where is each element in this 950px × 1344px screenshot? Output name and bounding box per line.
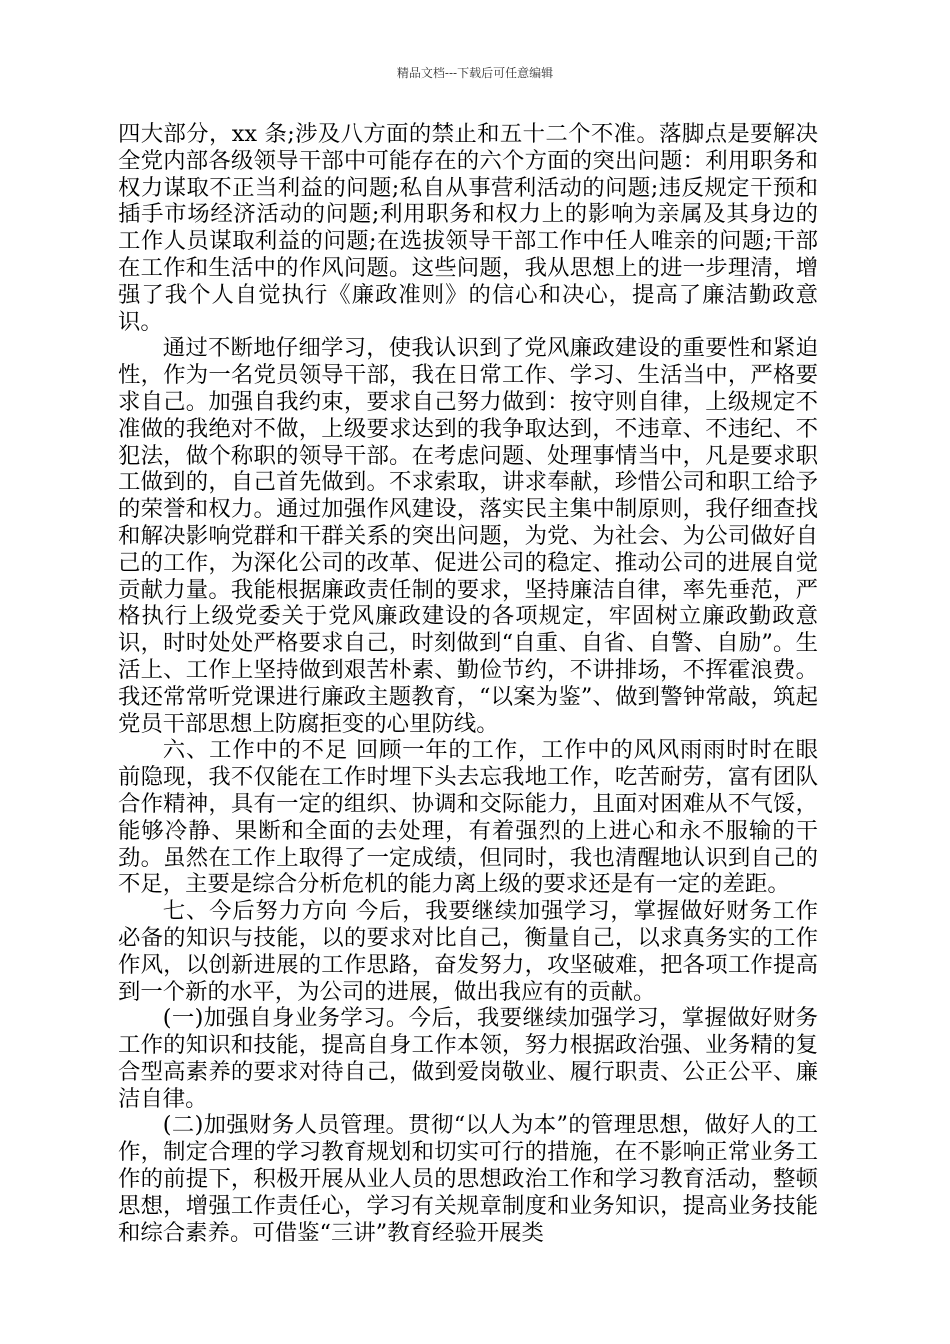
paragraph-5: (一)加强自身业务学习。今后，我要继续加强学习，掌握做好财务工作的知识和技能，提高自身工作本领，努力根据政治强、业务精的复合型高素养的要求对待自己，做到爱岗敬业、履行职责、公正公平、廉洁自律。 [118,1005,818,1112]
paragraph-3: 六、工作中的不足 回顾一年的工作，工作中的风风雨雨时时在眼前隐现，我不仅能在工作时埋下头去忘我地工作，吃苦耐劳，富有团队合作精神，具有一定的组织、协调和交际能力，且面对困难从不气馁，能够冷静、果断和全面的去处理，有着强烈的上进心和永不服输的干劲。虽然在工作上取得了一定成绩，但同时，我也清醒地认识到自己的不足，主要是综合分析危机的能力离上级的要求还是有一定的差距。 [118,737,818,898]
paragraph-2: 通过不断地仔细学习，使我认识到了党风廉政建设的重要性和紧迫性，作为一名党员领导干部，我在日常工作、学习、生活当中，严格要求自己。加强自我约束，要求自己努力做到：按守则自律，上级规定不准做的我绝对不做，上级要求达到的我争取达到，不违章、不违纪、不犯法，做个称职的领导干部。在考虑问题、处理事情当中，凡是要求职工做到的，自己首先做到。不求索取，讲求奉献，珍惜公司和职工给予的荣誉和权力。通过加强作风建设，落实民主集中制原则，我仔细查找和解决影响党群和干群关系的突出问题，为党、为社会、为公司做好自己的工作，为深化公司的改革、促进公司的稳定、推动公司的进展自觉贡献力量。我能根据廉政责任制的要求，坚持廉洁自律，率先垂范，严格执行上级党委关于党风廉政建设的各项规定，牢固树立廉政勤政意识，时时处处严格要求自己，时刻做到“自重、自省、自警、自励”。生活上、工作上坚持做到艰苦朴素、勤俭节约，不讲排场，不挥霍浪费。我还常常听党课进行廉政主题教育，“以案为鉴”、做到警钟常敲，筑起党员干部思想上防腐拒变的心里防线。 [118,335,818,737]
page-header: 精品文档---下载后可任意编辑 [396,66,554,80]
paragraph-4: 七、今后努力方向 今后，我要继续加强学习，掌握做好财务工作必备的知识与技能，以的要求对比自己，衡量自己，以求真务实的工作作风，以创新进展的工作思路，奋发努力，攻坚破难，把各项工作提高到一个新的水平，为公司的进展，做出我应有的贡献。 [118,898,818,1005]
paragraph-6: (二)加强财务人员管理。贯彻“以人为本”的管理思想，做好人的工作，制定合理的学习教育规划和切实可行的措施，在不影响正常业务工作的前提下，积极开展从业人员的思想政治工作和学习教育活动，整顿思想，增强工作责任心，学习有关规章制度和业务知识，提高业务技能和综合素养。可借鉴“三讲”教育经验开展类 [118,1112,818,1246]
paragraph-1: 四大部分，xx 条;涉及八方面的禁止和五十二个不准。落脚点是要解决全党内部各级领导干部中可能存在的六个方面的突出问题：利用职务和权力谋取不正当利益的问题;私自从事营利活动的问题;违反规定干预和插手市场经济活动的问题;利用职务和权力上的影响为亲属及其身边的工作人员谋取利益的问题;在选拔领导干部工作中任人唯亲的问题;干部在工作和生活中的作风问题。这些问题，我从思想上的进一步理清，增强了我个人自觉执行《廉政准则》的信心和决心，提高了廉洁勤政意识。 [118,121,818,335]
document-body [118,121,818,1246]
